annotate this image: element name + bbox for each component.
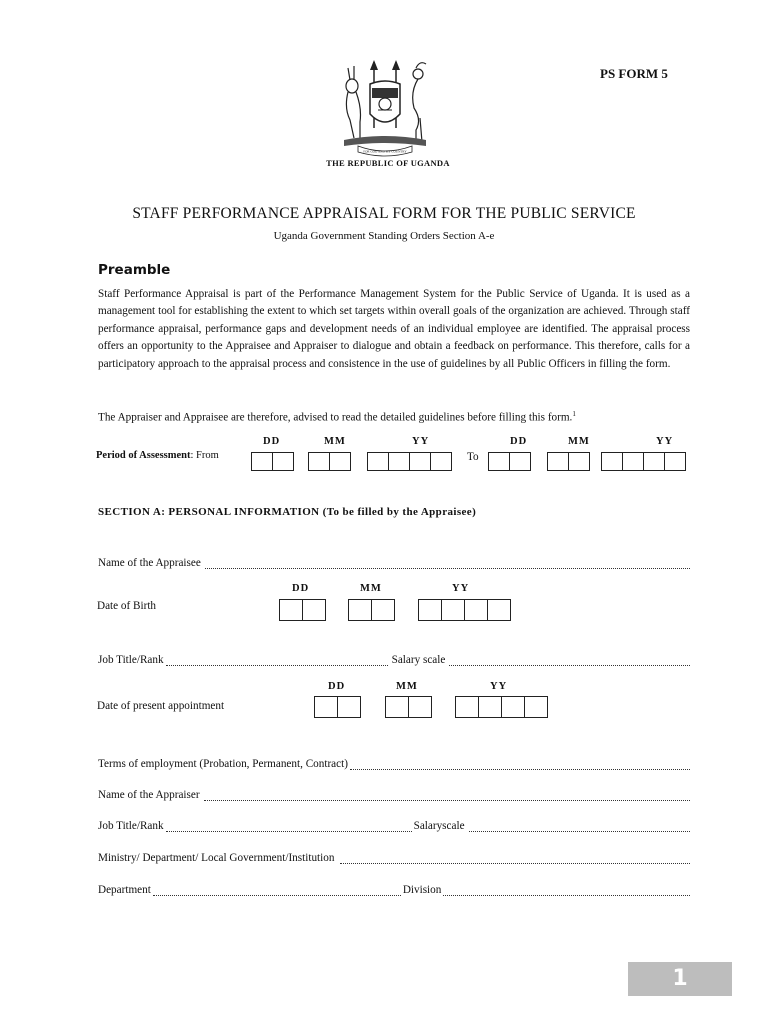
- to-dd-header: DD: [510, 436, 528, 447]
- page-subtitle: Uganda Government Standing Orders Section A-e: [273, 230, 495, 242]
- appt-day-boxes[interactable]: [314, 696, 360, 718]
- from-dd-header: DD: [263, 436, 281, 447]
- appraiser-name-row: [98, 789, 690, 801]
- from-yy-header: YY: [412, 436, 430, 447]
- from-day-boxes[interactable]: [251, 452, 293, 471]
- appraisee-name-label: Name of the Appraisee: [98, 557, 201, 569]
- appt-dd-header: DD: [328, 681, 346, 692]
- appt-yy-header: YY: [490, 681, 508, 692]
- footnote-mark: 1: [572, 410, 576, 418]
- appt-month-boxes[interactable]: [385, 696, 431, 718]
- department-field[interactable]: [153, 884, 401, 896]
- section-a-heading: SECTION A: PERSONAL INFORMATION (To be filled by the Appraisee): [98, 506, 477, 518]
- dob-label: Date of Birth: [97, 600, 157, 612]
- period-label: [96, 450, 219, 461]
- page-title: STAFF PERFORMANCE APPRAISAL FORM FOR THE PUBLIC SERVICE: [132, 205, 636, 222]
- from-year-boxes[interactable]: [367, 452, 451, 471]
- to-yy-header: YY: [656, 436, 674, 447]
- department-row: [98, 884, 690, 896]
- appraiser-name-field[interactable]: [204, 789, 690, 801]
- to-month-boxes[interactable]: [547, 452, 589, 471]
- appraiser-job-field[interactable]: [166, 820, 412, 832]
- dob-dd-header: DD: [292, 583, 310, 594]
- preamble-text: Staff Performance Appraisal is part of the Performance Management System for the Public Service of Uganda. It is used as a management tool for establishing the extent to which set targets within overall goals of the organization are achieved. Through staff performance appraisal, performance gaps and development needs of an individual employee are identified. The appraisal process offers an opportunity to the Appraisee and Appraiser to dialogue and obtain a feedback on performance. This therefore, calls for a participatory approach to the appraisal process and consistence in the use of guidelines by all Public Officers in filling the form.: [98, 288, 690, 370]
- appraiser-salary-field[interactable]: [469, 820, 690, 832]
- from-month-boxes[interactable]: [308, 452, 350, 471]
- to-day-boxes[interactable]: [488, 452, 530, 471]
- appraisee-name-field[interactable]: [205, 557, 690, 569]
- advice-sentence: The Appraiser and Appraisee are therefore, advised to read the detailed guidelines before filling this form.: [98, 411, 573, 424]
- to-mm-header: MM: [568, 436, 590, 447]
- division-field[interactable]: [443, 884, 690, 896]
- preamble-heading: Preamble: [98, 262, 171, 278]
- present-appointment-label: Date of present appointment: [97, 700, 225, 712]
- dob-yy-header: YY: [452, 583, 470, 594]
- appraiser-salary-label: Salaryscale: [413, 820, 465, 832]
- form-number: PS FORM 5: [600, 66, 668, 81]
- salary-scale-label: Salary scale: [391, 654, 446, 666]
- appraiser-name-label: Name of the Appraiser: [98, 789, 200, 801]
- period-label-bold: Period of Assessment: [96, 450, 191, 461]
- dob-mm-header: MM: [360, 583, 382, 594]
- coat-of-arms-icon: [330, 58, 440, 158]
- advice-text: [98, 410, 576, 424]
- page-number: 1: [628, 962, 732, 996]
- appt-mm-header: MM: [396, 681, 418, 692]
- department-label: Department: [98, 884, 151, 896]
- terms-label: Terms of employment (Probation, Permanent, Contract): [98, 758, 348, 770]
- dob-day-boxes[interactable]: [279, 599, 325, 621]
- division-label: Division: [402, 884, 442, 896]
- appraiser-job-label: Job Title/Rank: [98, 820, 164, 832]
- appraiser-job-row: [98, 820, 690, 832]
- appt-year-boxes[interactable]: [455, 696, 547, 718]
- crest-motto: FOR GOD AND MY COUNTRY: [363, 149, 407, 154]
- dob-month-boxes[interactable]: [348, 599, 394, 621]
- ministry-label: Ministry/ Department/ Local Government/Institution: [98, 852, 335, 864]
- job-title-row: [98, 654, 690, 666]
- ministry-row: [98, 852, 690, 864]
- terms-field[interactable]: [350, 758, 690, 770]
- appraisee-name-row: [98, 557, 690, 569]
- job-title-label: Job Title/Rank: [98, 654, 164, 666]
- job-title-field[interactable]: [166, 654, 388, 666]
- period-to-label: To: [467, 451, 479, 463]
- republic-label: THE REPUBLIC OF UGANDA: [326, 158, 450, 168]
- from-mm-header: MM: [324, 436, 346, 447]
- to-year-boxes[interactable]: [601, 452, 685, 471]
- terms-row: [98, 758, 690, 770]
- dob-year-boxes[interactable]: [418, 599, 510, 621]
- ministry-field[interactable]: [340, 852, 690, 864]
- salary-scale-field[interactable]: [449, 654, 690, 666]
- period-label-from: : From: [190, 450, 219, 461]
